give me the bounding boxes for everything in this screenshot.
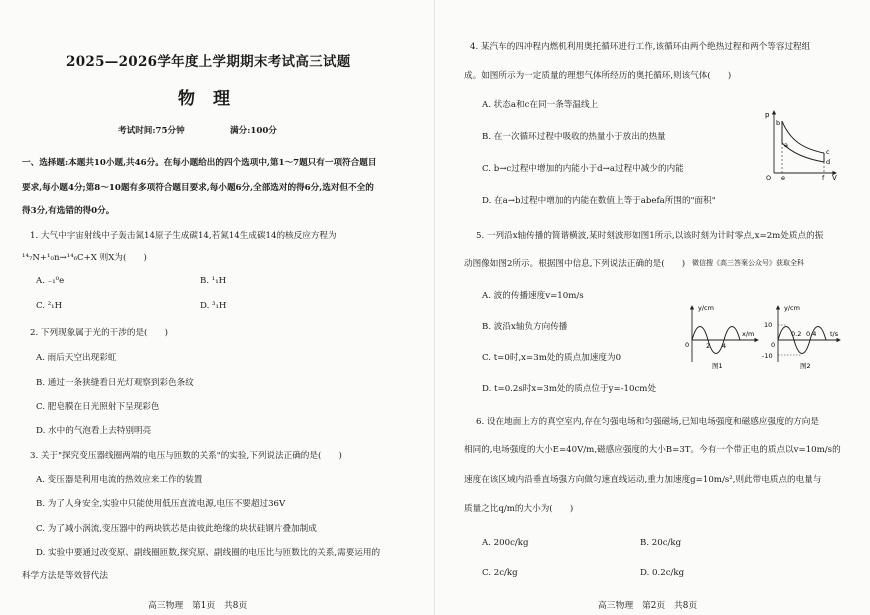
q3-option-a: A. 变压器是利用电流的热效应来工作的装置 [36,475,203,485]
q1-option-b: B. ¹₁H [200,276,227,286]
q6-option-c: C. 2c/kg [482,568,518,578]
page2-footer: 高三物理 第2页 共8页 [598,601,698,611]
q6-option-d: D. 0.2c/kg [640,568,685,578]
q4-option-b: B. 在一次循环过程中吸收的热量小于放出的热量 [482,132,666,142]
q4-option-a: A. 状态a和c在同一条等温线上 [482,100,599,110]
section1-line2: 要求,每小题4分;第8～10题有多项符合题目要求,每小题6分,全部选对的得6分,选对但不全的 [22,183,374,193]
page-divider [434,0,435,615]
fig1-y-label: y/cm [698,304,714,312]
fig1-tick-4: 4 [722,342,727,350]
q1-option-a: A. ₋₁⁰e [36,276,65,286]
q5-option-b: B. 波沿x轴负方向传播 [482,322,568,332]
point-c-label: c [826,148,830,156]
q6-line2: 相同的,电场强度的大小E=40V/m,磁感应强度的大小B=3T。今有一个带正电的质点以v=10m/s的 [464,445,841,455]
axis-p-label: p [765,111,770,119]
section1-line3: 得3分,有选错的得0分。 [22,206,115,216]
fig2-y-label: y/cm [784,304,800,312]
full-score: 满分:100分 [230,126,277,136]
q3-option-c: C. 为了减小涡流,变压器中的两块铁芯是由彼此绝缘的块状硅钢片叠加制成 [36,524,317,534]
q1-stem: 1. 大气中宇宙射线中子轰击氮14原子生成碳14,若氮14生成碳14的核反应方程为 [30,231,337,241]
fig2-tick-10: 10 [764,321,773,329]
fig2-caption: 图2 [800,362,811,370]
q4-line2: 成。如图所示为一定质量的理想气体所经历的奥托循环,则该气体( ) [464,71,732,81]
q4-option-d: D. 在a→b过程中增加的内能在数值上等于abefa所围的"面积" [482,196,716,206]
fig2-x-label: t/s [830,330,839,338]
exam-title: 2025—2026学年度上学期期末考试高三试题 [66,54,351,70]
point-a-label: a [784,141,788,149]
q2-option-a: A. 雨后天空出现彩虹 [36,353,117,363]
q2-option-b: B. 通过一条狭缝看日光灯观察到彩色条纹 [36,378,194,388]
axis-v-label: V [832,174,837,181]
fig1-x-label: x/m [742,330,755,338]
page1-footer: 高三物理 第1页 共8页 [148,601,248,611]
origin-label: O [766,174,772,181]
q6-option-a: A. 200c/kg [482,538,529,548]
q5-option-d: D. t=0.2s时x=3m处的质点位于y=-10cm处 [482,384,657,394]
q2-option-d: D. 水中的气泡看上去特别明亮 [36,426,152,436]
fig2-tick-02: 0.2 [791,330,802,338]
q3-option-d-line1: D. 实验中要通过改变原、副线圈匝数,探究原、副线圈的电压比与匝数比的关系,需要运用的 [36,548,381,558]
q6-option-b: B. 20c/kg [640,538,682,548]
fig2-tick-neg10: -10 [762,352,773,360]
q4-line1: 4. 某汽车的四冲程内燃机利用奥托循环进行工作,该循环由两个绝热过程和两个等容过程组 [470,42,811,52]
wave-figure-1 [680,300,762,370]
q3-stem: 3. 关于"探究变压器线圈两端的电压与匝数的关系"的实验,下列说法正确的是( ) [30,451,342,461]
q6-line3: 速度在该区域内沿垂直场强方向做匀速直线运动,重力加速度g=10m/s²,则此带电质点的电量与 [464,475,822,485]
q1-equation: ¹⁴₇N+¹₀n→¹⁴₆C+X 则X为( ) [22,253,147,263]
q3-option-d-line2: 科学方法是等效替代法 [22,571,108,581]
q5-option-a: A. 波的传播速度v=10m/s [482,291,584,301]
subject-title: 物理 [178,89,248,109]
fig2-origin: 0 [771,341,776,349]
q4-option-c: C. b→c过程中增加的内能小于d→a过程中减少的内能 [482,164,684,174]
point-b-label: b [776,119,781,127]
fig1-caption: 图1 [712,362,723,370]
q5-line1: 5. 一列沿x轴传播的简谐横波,某时刻波形如图1所示,以该时刻为计时零点,x=2m处质点的振 [476,231,824,241]
q5-option-c: C. t=0时,x=3m处的质点加速度为0 [482,353,622,363]
q6-line4: 质量之比q/m的大小为( ) [464,504,574,514]
otto-cycle-figure [760,105,840,181]
fig2-tick-04: 0.4 [806,330,817,338]
q3-option-b: B. 为了人身安全,实验中只能使用低压直流电源,电压不要超过36V [36,499,286,509]
q6-line1: 6. 设在地面上方的真空室内,存在匀强电场和匀强磁场,已知电场强度和磁感应强度的方向是 [476,417,819,427]
q5-line2: 动图像如图2所示。根据图中信息,下列说法正确的是( ) [464,259,686,269]
watermark-text: 微信搜《高三答案公众号》获取全科 [692,259,804,267]
q1-option-d: D. ³₁H [200,301,227,311]
q2-option-c: C. 肥皂膜在日光照射下呈现彩色 [36,402,160,412]
point-f-label: f [822,174,825,181]
point-d-label: d [826,158,831,166]
fig1-origin: 0 [685,341,690,349]
exam-time: 考试时间:75分钟 [118,126,185,136]
section1-line1: 一、选择题:本题共10小题,共46分。在每小题给出的四个选项中,第1～7题只有一项符合题目 [22,158,377,168]
wave-figure-2 [762,300,844,370]
point-e-label: e [781,174,785,181]
q2-stem: 2. 下列现象属于光的干涉的是( ) [30,328,168,338]
fig1-tick-2: 2 [706,342,711,350]
q1-option-c: C. ²₁H [36,301,63,311]
